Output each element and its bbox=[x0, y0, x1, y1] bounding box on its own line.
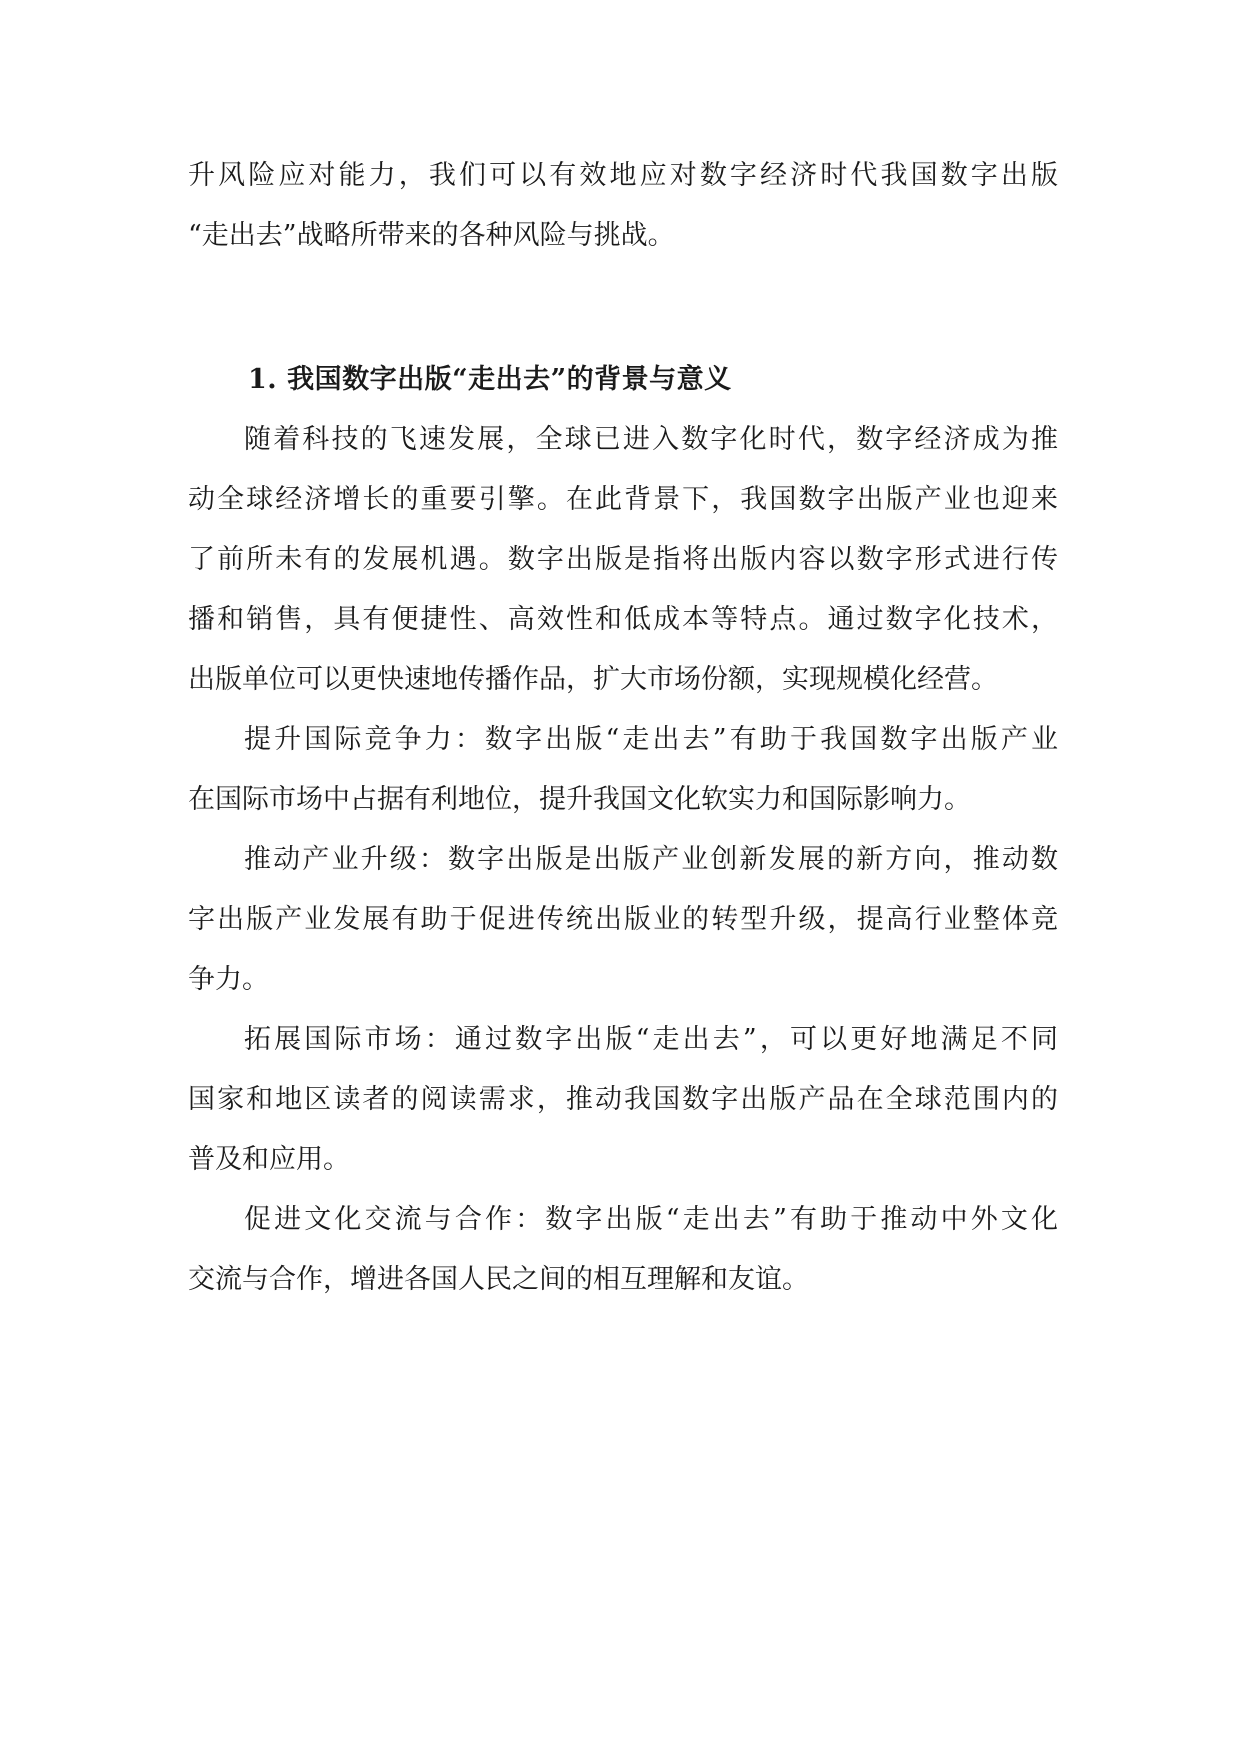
section-spacer bbox=[188, 266, 1058, 350]
paragraph-1-line-5: 出版单位可以更快速地传播作品，扩大市场份额，实现规模化经营。 bbox=[188, 664, 998, 695]
section-heading: 1. 我国数字出版“走出去”的背景与意义 bbox=[248, 364, 732, 395]
paragraph-4-line-1: 拓展国际市场：通过数字出版“走出去”，可以更好地满足不同 bbox=[244, 1024, 1058, 1055]
paragraph-3-line-1: 推动产业升级：数字出版是出版产业创新发展的新方向，推动数 bbox=[244, 844, 1058, 875]
paragraph-3-line-3: 争力。 bbox=[188, 964, 269, 995]
intro-line-2: “走出去”战略所带来的各种风险与挑战。 bbox=[188, 220, 675, 251]
paragraph-1-line-2: 动全球经济增长的重要引擎。在此背景下，我国数字出版产业也迎来 bbox=[188, 484, 1058, 515]
paragraph-1-line-1: 随着科技的飞速发展，全球已进入数字化时代，数字经济成为推 bbox=[244, 424, 1058, 455]
paragraph-5-line-2: 交流与合作，增进各国人民之间的相互理解和友谊。 bbox=[188, 1264, 809, 1295]
paragraph-2-line-2: 在国际市场中占据有利地位，提升我国文化软实力和国际影响力。 bbox=[188, 784, 971, 815]
paragraph-1-line-3: 了前所未有的发展机遇。数字出版是指将出版内容以数字形式进行传 bbox=[188, 544, 1058, 575]
paragraph-1-line-4: 播和销售，具有便捷性、高效性和低成本等特点。通过数字化技术， bbox=[188, 604, 1058, 635]
paragraph-4-line-3: 普及和应用。 bbox=[188, 1144, 350, 1175]
paragraph-2-line-1: 提升国际竞争力：数字出版“走出去”有助于我国数字出版产业 bbox=[244, 724, 1058, 755]
intro-line-1: 升风险应对能力，我们可以有效地应对数字经济时代我国数字出版 bbox=[188, 160, 1058, 191]
paragraph-3-line-2: 字出版产业发展有助于促进传统出版业的转型升级，提高行业整体竞 bbox=[188, 904, 1058, 935]
paragraph-4-line-2: 国家和地区读者的阅读需求，推动我国数字出版产品在全球范围内的 bbox=[188, 1084, 1058, 1115]
paragraph-5-line-1: 促进文化交流与合作：数字出版“走出去”有助于推动中外文化 bbox=[244, 1204, 1058, 1235]
document-body bbox=[188, 146, 1058, 1310]
